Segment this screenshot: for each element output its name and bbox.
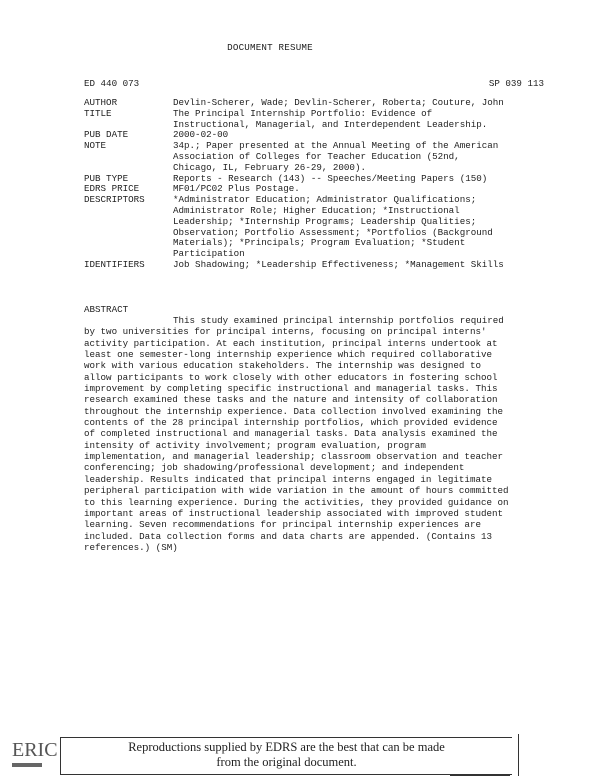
field-label: NOTE: [84, 140, 107, 152]
field-label: AUTHOR: [84, 97, 118, 108]
field-identifiers: [84, 260, 554, 271]
field-value: 2000-02-00: [173, 129, 229, 141]
field-label: EDRS PRICE: [84, 183, 140, 195]
field-value: Devlin-Scherer, Wade; Devlin-Scherer, Roberta; Couture, John: [173, 97, 504, 108]
field-pub-type: [84, 174, 554, 185]
ed-number: ED 440 073: [84, 78, 140, 89]
document-title: DOCUMENT RESUME: [227, 42, 313, 53]
field-label: PUB TYPE: [84, 172, 129, 184]
abstract-text: This study examined principal internship portfolios required by two universities for principal interns, focusing on principal interns' activity participation. At each institution, principal interns undertook at least one semester-long internship experience which required collaborative work with various education stakeholders. The internship was designed to allow participants to work closely with other educators in fostering school improvement by completing specific instructional and managerial tasks. This research examined these tasks and the nature and intensity of collaboration throughout the internship experience. Data collection involved examining the contents of the 28 principal internship portfolios, which provided evidence of completed instructional and managerial tasks. Data analysis examined the intensity of activity involvement; program evaluation, program implementation, and managerial leadership; classroom observation and teacher conferencing; job shadowing/professional development; and independent leadership. Results indicated that principal interns engaged in legitimate peripheral participation with wide variation in the amount of hours committed to this learning experience. During the activities, they provided guidance on important areas of instructional leadership associated with improved student learning. Seven recommendations for principal internship experiences are included. Data collection forms and data charts are appended. (Contains 13 references.) (SM): [84, 315, 509, 553]
field-value: Job Shadowing; *Leadership Effectiveness; *Management Skills: [173, 258, 504, 270]
eric-logo-text: ERIC: [12, 739, 58, 761]
reproduction-notice: [60, 737, 512, 775]
logo-bar: [12, 763, 42, 767]
notice-bracket: [510, 734, 519, 776]
field-label: DESCRIPTORS: [84, 194, 145, 206]
field-value: Reports - Research (143) -- Speeches/Meeting Papers (150): [173, 172, 488, 184]
field-label: TITLE: [84, 107, 112, 119]
field-value: MF01/PC02 Plus Postage.: [173, 183, 300, 195]
notice-bracket-foot: [450, 775, 510, 776]
field-value: *Administrator Education; Administrator Qualifications; Administrator Role; Higher Education; *Instructional Leadership; *Internship Programs; Leadership Qualities; Observation; Portfolio Assessment; *Portfolios (Background Materials); *Principals; Program Evaluation; *Student Participation: [173, 194, 493, 260]
field-label: IDENTIFIERS: [84, 258, 145, 270]
field-descriptors: [84, 195, 554, 260]
field-value: The Principal Internship Portfolio: Evidence of Instructional, Managerial, and Interdependent Leadership.: [173, 107, 488, 130]
notice-line-2: from the original document.: [216, 755, 357, 769]
eric-logo: [12, 739, 58, 767]
document-ids: [84, 78, 544, 89]
sp-number: SP 039 113: [488, 78, 544, 89]
metadata-fields: [84, 98, 554, 271]
field-value: 34p.; Paper presented at the Annual Meeting of the American Association of Colleges for Teacher Education (52nd, Chicago, IL, February 26-29, 2000).: [173, 140, 499, 173]
notice-line-1: Reproductions supplied by EDRS are the best that can be made: [128, 740, 445, 754]
field-title: [84, 109, 554, 131]
field-note: [84, 141, 554, 173]
abstract-label: ABSTRACT: [84, 304, 129, 315]
field-label: PUB DATE: [84, 129, 129, 141]
